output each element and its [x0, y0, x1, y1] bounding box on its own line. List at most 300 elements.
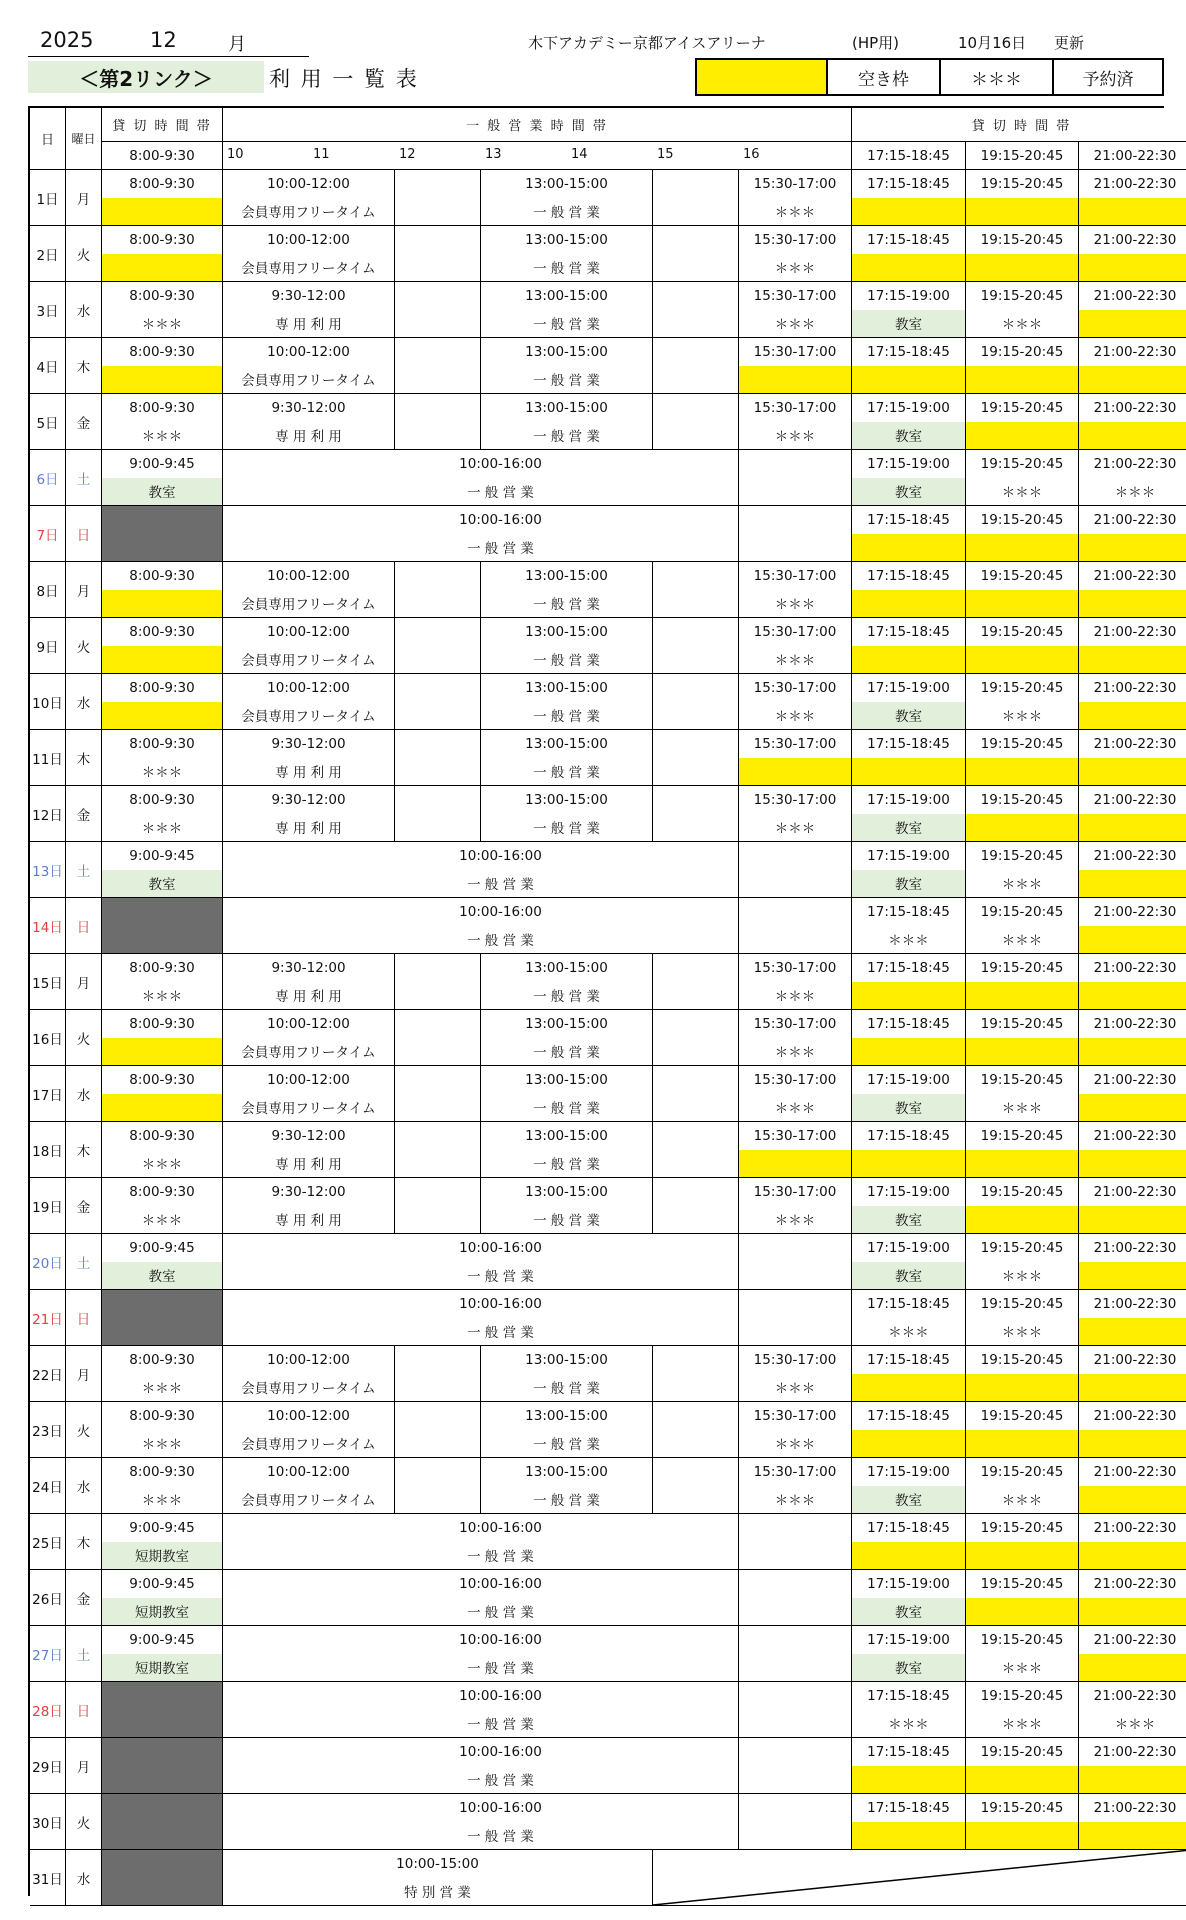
slot-status: ＊＊＊ [1001, 1269, 1043, 1286]
header-hours [223, 142, 852, 170]
slot-time: 19:15-20:45 [980, 1071, 1064, 1088]
slot-status: ＊＊＊ [774, 261, 816, 278]
weekday: 月 [66, 170, 102, 226]
empty-gap [395, 1010, 481, 1066]
slot-time: 13:00-15:00 [525, 567, 608, 584]
weekday: 日 [66, 506, 102, 562]
day-number: 5日 [30, 394, 66, 450]
slot-status [966, 814, 1078, 842]
evening-slot [966, 450, 1079, 506]
slot-status: 専 用 利 用 [275, 317, 342, 334]
evening-slot [1079, 1122, 1186, 1178]
slot-status [1079, 534, 1186, 562]
session-1 [223, 674, 395, 730]
evening-slot [852, 1682, 966, 1738]
day-number: 17日 [30, 1066, 66, 1122]
session-3 [739, 338, 852, 394]
slot-status: ＊＊＊ [774, 1381, 816, 1398]
slot-time: 8:00-9:30 [129, 1183, 195, 1200]
evening-slot [966, 618, 1079, 674]
slot-status [852, 534, 965, 562]
evening-slot [1079, 562, 1186, 618]
empty-gap [653, 1010, 739, 1066]
day-number: 16日 [30, 1010, 66, 1066]
session-2 [481, 562, 653, 618]
evening-slot [852, 450, 966, 506]
slot-status: ＊＊＊ [1001, 1493, 1043, 1510]
weekday: 日 [66, 898, 102, 954]
morning-slot-closed [102, 1682, 223, 1738]
slot-time: 9:30-12:00 [271, 399, 346, 416]
empty-gap [395, 394, 481, 450]
slot-status: 一 般 営 業 [467, 1325, 534, 1342]
slot-status: 会員専用フリータイム [241, 1437, 376, 1454]
slot-status [102, 702, 222, 730]
slot-status: 一 般 営 業 [467, 877, 534, 894]
weekday: 火 [66, 1794, 102, 1850]
slot-status: 一 般 営 業 [533, 1437, 600, 1454]
slot-status [1079, 646, 1186, 674]
evening-slot [852, 786, 966, 842]
empty-gap [653, 394, 739, 450]
slot-time: 19:15-20:45 [980, 399, 1064, 416]
slot-status: ＊＊＊ [888, 933, 929, 950]
general-session [223, 1794, 739, 1850]
update-label: 更新 [1054, 34, 1085, 52]
morning-slot [102, 450, 223, 506]
slot-status [966, 1598, 1078, 1626]
slot-time: 10:00-12:00 [267, 343, 350, 360]
slot-status: 会員専用フリータイム [241, 205, 376, 222]
slot-status: 会員専用フリータイム [241, 1381, 376, 1398]
day-number: 26日 [30, 1570, 66, 1626]
evening-slot [1079, 1066, 1186, 1122]
general-session [223, 1570, 739, 1626]
slot-time: 17:15-18:45 [867, 175, 950, 192]
slot-time: 19:15-20:45 [980, 343, 1064, 360]
slot-time: 21:00-22:30 [1093, 1015, 1177, 1032]
morning-slot [102, 730, 223, 786]
empty-gap [653, 786, 739, 842]
slot-status [966, 1374, 1078, 1402]
slot-time: 13:00-15:00 [525, 1407, 608, 1424]
slot-time: 17:15-19:00 [867, 1575, 950, 1592]
weekday: 日 [66, 1682, 102, 1738]
session-1 [223, 730, 395, 786]
slot-status: 会員専用フリータイム [241, 1045, 376, 1062]
session-2 [481, 674, 653, 730]
slot-time: 19:15-20:45 [980, 735, 1064, 752]
slot-time: 17:15-19:00 [867, 399, 950, 416]
evening-slot [966, 898, 1079, 954]
session-3 [739, 730, 852, 786]
day-number: 28日 [30, 1682, 66, 1738]
evening-slot [1079, 1682, 1186, 1738]
evening-slot [966, 226, 1079, 282]
weekday: 月 [66, 1738, 102, 1794]
morning-slot-closed [102, 1850, 223, 1906]
slot-time: 21:00-22:30 [1093, 959, 1177, 976]
slot-time: 13:00-15:00 [525, 231, 608, 248]
slot-status: 教室 [852, 1486, 965, 1514]
evening-slot [1079, 1570, 1186, 1626]
slot-status: 一 般 営 業 [533, 1101, 600, 1118]
day-number: 6日 [30, 450, 66, 506]
morning-slot [102, 1066, 223, 1122]
morning-slot [102, 282, 223, 338]
slot-status: 一 般 営 業 [533, 1493, 600, 1510]
slot-time: 9:00-9:45 [129, 455, 195, 472]
slot-time: 13:00-15:00 [525, 1015, 608, 1032]
slot-time: 19:15-20:45 [980, 623, 1064, 640]
slot-time: 19:15-20:45 [980, 959, 1064, 976]
slot-time: 8:00-9:30 [129, 567, 195, 584]
slot-status: 会員専用フリータイム [241, 1101, 376, 1118]
evening-slot [852, 1570, 966, 1626]
evening-slot [1079, 954, 1186, 1010]
general-session [223, 450, 739, 506]
slot-time: 19:15-20:45 [980, 679, 1064, 696]
slot-time: 21:00-22:30 [1093, 175, 1177, 192]
slot-time: 19:15-20:45 [980, 511, 1064, 528]
slot-time: 15:30-17:00 [753, 791, 837, 808]
morning-slot [102, 842, 223, 898]
session-1 [223, 1402, 395, 1458]
slot-time: 10:00-16:00 [459, 1575, 542, 1592]
empty-gap [395, 226, 481, 282]
evening-slot [1079, 1458, 1186, 1514]
session-1 [223, 338, 395, 394]
weekday: 水 [66, 1458, 102, 1514]
slot-status [852, 1430, 965, 1458]
slot-status: 教室 [102, 478, 222, 506]
slot-status [739, 366, 851, 394]
slot-time: 19:15-20:45 [980, 1351, 1064, 1368]
empty-gap [395, 786, 481, 842]
slot-status: 一 般 営 業 [467, 541, 534, 558]
slot-time: 21:00-22:30 [1093, 455, 1177, 472]
evening-slot [1079, 674, 1186, 730]
slot-status [1079, 1598, 1186, 1626]
diagonal-line [653, 1850, 1186, 1905]
evening-slot [966, 1290, 1079, 1346]
day-number: 23日 [30, 1402, 66, 1458]
empty-gap [653, 1346, 739, 1402]
empty-gap [653, 1066, 739, 1122]
evening-slot [852, 1122, 966, 1178]
session-1 [223, 1458, 395, 1514]
slot-status [1079, 1542, 1186, 1570]
evening-slot [1079, 730, 1186, 786]
slot-status: 一 般 営 業 [467, 1269, 534, 1286]
empty-gap [395, 674, 481, 730]
session-3 [739, 1178, 852, 1234]
day-number: 10日 [30, 674, 66, 730]
slot-time: 10:00-12:00 [267, 175, 350, 192]
slot-status: ＊＊＊ [774, 429, 816, 446]
session-1 [223, 562, 395, 618]
slot-status [739, 758, 851, 786]
slot-time: 15:30-17:00 [753, 623, 837, 640]
slot-time: 19:15-20:45 [980, 567, 1064, 584]
session-3 [739, 1010, 852, 1066]
evening-slot [1079, 282, 1186, 338]
slot-status [852, 758, 965, 786]
slot-time: 15:30-17:00 [753, 231, 837, 248]
morning-slot [102, 1570, 223, 1626]
empty-gap [395, 954, 481, 1010]
slot-time: 17:15-18:45 [867, 1015, 950, 1032]
hp-label: (HP用) [852, 34, 900, 52]
empty-gap [395, 1346, 481, 1402]
weekday: 水 [66, 1066, 102, 1122]
slot-status [966, 254, 1078, 282]
general-session [223, 842, 739, 898]
day-number: 21日 [30, 1290, 66, 1346]
slot-status: ＊＊＊ [774, 317, 816, 334]
session-1 [223, 226, 395, 282]
slot-status: 会員専用フリータイム [241, 709, 376, 726]
slot-time: 10:00-12:00 [267, 231, 350, 248]
evening-slot [852, 562, 966, 618]
empty-gap [653, 954, 739, 1010]
evening-slot [1079, 450, 1186, 506]
morning-slot-closed [102, 1794, 223, 1850]
header-morning-slot: 8:00-9:30 [102, 142, 223, 170]
slot-status: ＊＊＊ [141, 765, 183, 782]
slot-status [852, 198, 965, 226]
evening-slot [966, 1066, 1079, 1122]
slot-status [1079, 758, 1186, 786]
slot-status: 一 般 営 業 [533, 821, 600, 838]
slot-status: ＊＊＊ [141, 821, 183, 838]
slot-time: 9:00-9:45 [129, 847, 195, 864]
header-evening-slot: 21:00-22:30 [1079, 142, 1186, 170]
slot-time: 13:00-15:00 [525, 735, 608, 752]
empty-gap [395, 1122, 481, 1178]
evening-slot [966, 1346, 1079, 1402]
slot-time: 8:00-9:30 [129, 1015, 195, 1032]
morning-slot [102, 1402, 223, 1458]
slot-time: 8:00-9:30 [129, 1463, 195, 1480]
session-3 [739, 1458, 852, 1514]
slot-status [1079, 1094, 1186, 1122]
evening-slot [966, 1178, 1079, 1234]
legend-vacant-swatch [697, 60, 828, 94]
slot-time: 15:30-17:00 [753, 287, 837, 304]
slot-time: 9:30-12:00 [271, 791, 346, 808]
hour-label: 10 [227, 147, 244, 162]
day-number: 12日 [30, 786, 66, 842]
slot-time: 21:00-22:30 [1093, 567, 1177, 584]
slot-status: ＊＊＊ [774, 1213, 816, 1230]
evening-slot [1079, 1738, 1186, 1794]
morning-slot [102, 170, 223, 226]
slot-time: 17:15-18:45 [867, 1799, 950, 1816]
slot-status: 一 般 営 業 [467, 1605, 534, 1622]
weekday: 月 [66, 954, 102, 1010]
slot-time: 13:00-15:00 [525, 1127, 608, 1144]
empty-gap [395, 618, 481, 674]
slot-time: 8:00-9:30 [129, 1407, 195, 1424]
slot-status: ＊＊＊ [141, 1381, 183, 1398]
session-3 [739, 674, 852, 730]
legend [695, 58, 1164, 96]
empty-gap [395, 1458, 481, 1514]
slot-status: ＊＊＊ [1001, 1325, 1043, 1342]
slot-status [852, 590, 965, 618]
slot-time: 17:15-18:45 [867, 567, 950, 584]
evening-slot [1079, 618, 1186, 674]
weekday: 木 [66, 338, 102, 394]
slot-status: 短期教室 [102, 1598, 222, 1626]
slot-time: 21:00-22:30 [1093, 287, 1177, 304]
slot-time: 10:00-16:00 [459, 1687, 542, 1704]
evening-slot [966, 954, 1079, 1010]
evening-slot [852, 506, 966, 562]
slot-status: 教室 [102, 1262, 222, 1290]
evening-slot [852, 1066, 966, 1122]
session-1 [223, 954, 395, 1010]
slot-time: 15:30-17:00 [753, 1351, 837, 1368]
slot-status: 一 般 営 業 [467, 933, 534, 950]
weekday: 土 [66, 842, 102, 898]
slot-time: 15:30-17:00 [753, 1071, 837, 1088]
slot-status [966, 646, 1078, 674]
slot-time: 19:15-20:45 [980, 1239, 1064, 1256]
closed-evening [653, 1850, 1186, 1906]
slot-time: 21:00-22:30 [1093, 735, 1177, 752]
evening-slot [1079, 842, 1186, 898]
slot-status [1079, 1038, 1186, 1066]
evening-slot [1079, 1010, 1186, 1066]
slot-time: 19:15-20:45 [980, 791, 1064, 808]
weekday: 火 [66, 226, 102, 282]
slot-status: 一 般 営 業 [533, 1157, 600, 1174]
header-day: 日 [30, 108, 66, 170]
slot-status: 教室 [852, 1598, 965, 1626]
slot-status: 教室 [852, 814, 965, 842]
session-2 [481, 1178, 653, 1234]
slot-time: 13:00-15:00 [525, 175, 608, 192]
day-number: 20日 [30, 1234, 66, 1290]
slot-time: 8:00-9:30 [129, 1127, 195, 1144]
evening-slot [966, 394, 1079, 450]
empty-gap [739, 898, 852, 954]
day-number: 22日 [30, 1346, 66, 1402]
hour-label: 14 [571, 147, 588, 162]
slot-status: 一 般 営 業 [533, 989, 600, 1006]
day-number: 25日 [30, 1514, 66, 1570]
slot-status: 教室 [852, 1654, 965, 1682]
slot-time: 17:15-19:00 [867, 1631, 950, 1648]
slot-time: 13:00-15:00 [525, 399, 608, 416]
session-3 [739, 394, 852, 450]
slot-status: 短期教室 [102, 1654, 222, 1682]
slot-status [966, 758, 1078, 786]
slot-time: 9:00-9:45 [129, 1575, 195, 1592]
slot-status [1079, 1654, 1186, 1682]
general-session [223, 1738, 739, 1794]
day-number: 19日 [30, 1178, 66, 1234]
legend-reserved-label: 予約済 [1082, 69, 1134, 90]
slot-time: 13:00-15:00 [525, 1463, 608, 1480]
session-2 [481, 394, 653, 450]
slot-status [102, 254, 222, 282]
slot-time: 17:15-19:00 [867, 1463, 950, 1480]
slot-status: ＊＊＊ [1001, 1101, 1043, 1118]
empty-gap [395, 338, 481, 394]
slot-time: 21:00-22:30 [1093, 1743, 1177, 1760]
slot-status [966, 1430, 1078, 1458]
slot-time: 13:00-15:00 [525, 791, 608, 808]
slot-time: 13:00-15:00 [525, 343, 608, 360]
evening-slot [966, 506, 1079, 562]
slot-status [966, 534, 1078, 562]
slot-time: 9:00-9:45 [129, 1239, 195, 1256]
slot-time: 10:00-16:00 [459, 1519, 542, 1536]
evening-slot [852, 898, 966, 954]
evening-slot [1079, 898, 1186, 954]
weekday: 月 [66, 1346, 102, 1402]
slot-time: 21:00-22:30 [1093, 1351, 1177, 1368]
slot-time: 21:00-22:30 [1093, 1463, 1177, 1480]
general-session [223, 1234, 739, 1290]
slot-time: 10:00-16:00 [459, 1799, 542, 1816]
slot-status: ＊＊＊ [141, 1493, 183, 1510]
morning-slot [102, 1234, 223, 1290]
evening-slot [852, 1794, 966, 1850]
day-number: 14日 [30, 898, 66, 954]
evening-slot [966, 1010, 1079, 1066]
session-2 [481, 1066, 653, 1122]
slot-status: 一 般 営 業 [533, 1213, 600, 1230]
evening-slot [966, 1570, 1079, 1626]
slot-status: 一 般 営 業 [533, 1381, 600, 1398]
slot-status [1079, 1262, 1186, 1290]
hour-label: 15 [657, 147, 674, 162]
slot-time: 19:15-20:45 [980, 1295, 1064, 1312]
slot-status: 一 般 営 業 [533, 709, 600, 726]
slot-status: 一 般 営 業 [533, 765, 600, 782]
slot-status: 一 般 営 業 [533, 653, 600, 670]
hour-label: 12 [399, 147, 416, 162]
session-3 [739, 1346, 852, 1402]
empty-gap [653, 170, 739, 226]
slot-status [852, 254, 965, 282]
slot-time: 19:15-20:45 [980, 903, 1064, 920]
weekday: 火 [66, 618, 102, 674]
slot-time: 8:00-9:30 [129, 1071, 195, 1088]
evening-slot [966, 842, 1079, 898]
slot-time: 17:15-19:00 [867, 791, 950, 808]
slot-status [102, 198, 222, 226]
empty-gap [395, 562, 481, 618]
morning-slot [102, 338, 223, 394]
evening-slot [852, 1010, 966, 1066]
slot-status: 一 般 営 業 [467, 1717, 534, 1734]
slot-status [966, 366, 1078, 394]
slot-time: 13:00-15:00 [525, 1183, 608, 1200]
empty-gap [395, 170, 481, 226]
slot-time: 21:00-22:30 [1093, 679, 1177, 696]
slot-time: 8:00-9:30 [129, 231, 195, 248]
month-unit: 月 [228, 34, 246, 55]
slot-time: 19:15-20:45 [980, 1631, 1064, 1648]
day-number: 11日 [30, 730, 66, 786]
evening-slot [852, 394, 966, 450]
slot-status: ＊＊＊ [141, 1157, 183, 1174]
